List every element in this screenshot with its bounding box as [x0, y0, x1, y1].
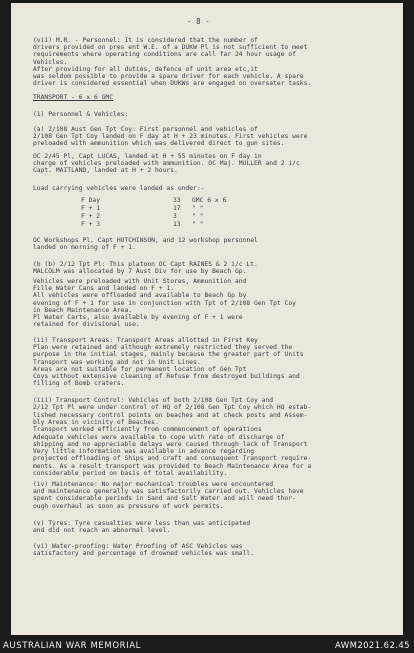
vii-personnel-paragraph-line: After providing for all duties, defence of unit area etc,it	[33, 65, 258, 73]
maintenance-paragraph-line: (iv) Maintenance: No major mechanical troubles were encountered	[33, 481, 274, 488]
load-table-type: " "	[192, 213, 204, 220]
transport-heading-line: TRANSPORT - 6 x 6 GMC	[33, 94, 114, 101]
transport-control-paragraph-line: (iii) Transport Control: Vehicles of both 2/108 Gen Tpt Coy and	[33, 397, 274, 404]
vehicles-preloaded-paragraph-line: Vehicles were preloaded with Unit Stores, Ammunition and	[33, 278, 247, 285]
transport-areas-paragraph-line: Plan were retained and although extremely restricted they served the	[33, 344, 293, 352]
archive-reference: AWM2021.62.45	[335, 641, 410, 651]
load-table-count: 33	[173, 197, 181, 204]
vehicles-preloaded-paragraph-line: Pl Water Carts, also available by evening of F + 1 were	[33, 314, 243, 321]
vii-personnel-paragraph-line: Vehicles.	[33, 58, 68, 66]
transport-control-paragraph-line: ments. As a result transport was provided to Beach Maintenance Area for a	[33, 462, 312, 470]
vehicles-preloaded-paragraph-line: evening of F + 1 for use in conjunction with Tpt of 2/108 Gen Tpt Coy	[33, 299, 296, 307]
load-table-count: 13	[173, 221, 181, 228]
load-table-count: 3	[173, 213, 177, 220]
transport-control-paragraph-line: considerable period on basis of total availability.	[33, 470, 228, 477]
page-number: - 8 -	[187, 17, 210, 26]
vehicles-preloaded-paragraph-line: All vehicles were offloaded and available to Beach Gp by	[33, 292, 247, 300]
transport-control-paragraph-line: Very little information was available in advance regarding	[33, 448, 255, 456]
coy-2-108-paragraph-line: (a) 2/108 Aust Gen Tpt Coy: First personnel and vehicles of	[33, 126, 258, 133]
transport-control-paragraph-line: projected offloading of Ships and craft and consequent Transport require-	[33, 455, 312, 463]
archive-name: AUSTRALIAN WAR MEMORIAL	[3, 641, 141, 651]
transport-control-paragraph-line: Adequate vehicles were available to cope with rate of discharge of	[33, 433, 285, 441]
transport-areas-paragraph-line: Areas are not suitable for permanent location of Gen Tpt	[33, 365, 247, 373]
workshop-paragraph-line: landed on morning of F + 1.	[33, 244, 136, 252]
transport-areas-paragraph-line: Transport was working and not in Unit Lines.	[33, 358, 201, 366]
maintenance-paragraph-line: spent considerable periods in Sand and Salt Water and will need thor-	[33, 495, 296, 503]
load-table-day: F + 3	[81, 221, 101, 228]
load-heading-line: Load carrying vehicles were landed as under:-	[33, 185, 205, 192]
load-table-day: F Day	[81, 197, 101, 204]
vii-personnel-paragraph-line: driver is considered essential when DUKWs are engaged on oversater tasks.	[33, 80, 312, 88]
transport-control-paragraph-line: bly Areas in vicinity of Beaches.	[33, 418, 159, 426]
water-proofing-paragraph-line: (vi) Water-proofing: Water Proofing of ASC Vehicles was	[33, 543, 243, 550]
load-table-day: F + 1	[81, 205, 101, 212]
vii-personnel-paragraph-line: (vii) M.R. - Personnel: It is considered that the number of	[33, 37, 258, 44]
oc-landing-paragraph-line: charge of vehicles preloaded with ammunition. OC Maj. MULLER and 2 i/c	[33, 160, 300, 168]
load-table-type: " "	[192, 205, 204, 212]
transport-control-paragraph-line: lished necessary control points on beaches and at check posts and Assem-	[33, 411, 308, 419]
load-table-type: GMC 6 x 6	[192, 197, 227, 204]
transport-areas-paragraph-line: Coys without extensive cleaning of Refuse from destroyed buildings and	[33, 373, 300, 380]
oc-landing-paragraph-line: OC 2/45 Pl, Capt LUCAS, landed at H + 55 minutes on F day in	[33, 153, 262, 160]
transport-control-paragraph-line: 2/12 Tpt Pl were under control of HQ of 2/108 Gen Tpt Coy which HQ estab-	[33, 404, 312, 412]
workshop-paragraph-line: OC Workshops Pl, Capt HUTCHINSON, and 12 workshop personnel	[33, 237, 258, 244]
vii-personnel-paragraph-line: was seldom possible to provide a spare driver for each vehicle. A spare	[33, 73, 304, 80]
vehicles-preloaded-paragraph-line: Fille Water Cans and landed on F + 1.	[33, 285, 175, 293]
tpt-pl-paragraph-line: MALCOLM was allocated by 7 Aust Div for use by Beach Gp.	[33, 268, 247, 276]
tyres-paragraph-line: and did not reach an abnormal level.	[33, 527, 171, 535]
coy-2-108-paragraph-line: preloaded with ammunition which was delivered direct to gun sites.	[33, 140, 285, 148]
load-table-type: " "	[192, 221, 204, 228]
maintenance-paragraph-line: and maintenance generally was satisfactorily carried out. Vehicles have	[33, 488, 304, 496]
vehicles-preloaded-paragraph-line: retained for divisional use.	[33, 321, 140, 329]
transport-areas-paragraph-line: purpose in the initial stages, mainly because the greater part of Units	[33, 351, 304, 359]
transport-areas-paragraph-line: (ii) Transport Areas: Transport Areas allotted in First Key	[33, 337, 258, 344]
vehicles-preloaded-paragraph-line: in Beach Maintenance Area.	[33, 306, 133, 314]
transport-control-paragraph-line: shipping and no appreciable delays were caused through lack of Transport	[33, 440, 308, 448]
water-proofing-paragraph-line: satisfactory and percentage of drowned vehicles was small.	[33, 550, 255, 558]
tyres-paragraph-line: (v) Tyres: Tyre casualties were less than was anticipated	[33, 520, 251, 527]
maintenance-paragraph-line: ough overhaul as soon as pressure of work permits.	[33, 502, 224, 510]
coy-2-108-paragraph-line: 2/108 Gen Tpt Coy landed on F day at H + 23 minutes. First vehicles were	[33, 133, 308, 141]
tpt-pl-paragraph-line: (b (b) 2/12 Tpt Pl: This platoon OC Capt RAINES & 2 i/c Lt.	[33, 261, 258, 268]
transport-control-paragraph-line: Transport worked efficiently from commencement of operations	[33, 426, 262, 434]
vii-personnel-paragraph-line: drivers provided on pres ent W.E. of a DUKW Pl is not sufficient to meet	[33, 44, 308, 52]
oc-landing-paragraph-line: Capt. MAITLAND, landed at H + 2 hours.	[33, 167, 178, 175]
load-table-day: F + 2	[81, 213, 101, 220]
transport-areas-paragraph-line: filling of Bomb craters.	[33, 380, 125, 388]
personnel-vehicles-heading-line: (1) Personnel & Vehicles:	[33, 111, 129, 118]
vii-personnel-paragraph-line: requirements where operating conditions are call far 24 hour usage of	[33, 51, 296, 59]
archive-footer	[0, 638, 414, 653]
load-table-count: 17	[173, 205, 181, 212]
document-page	[11, 3, 403, 635]
